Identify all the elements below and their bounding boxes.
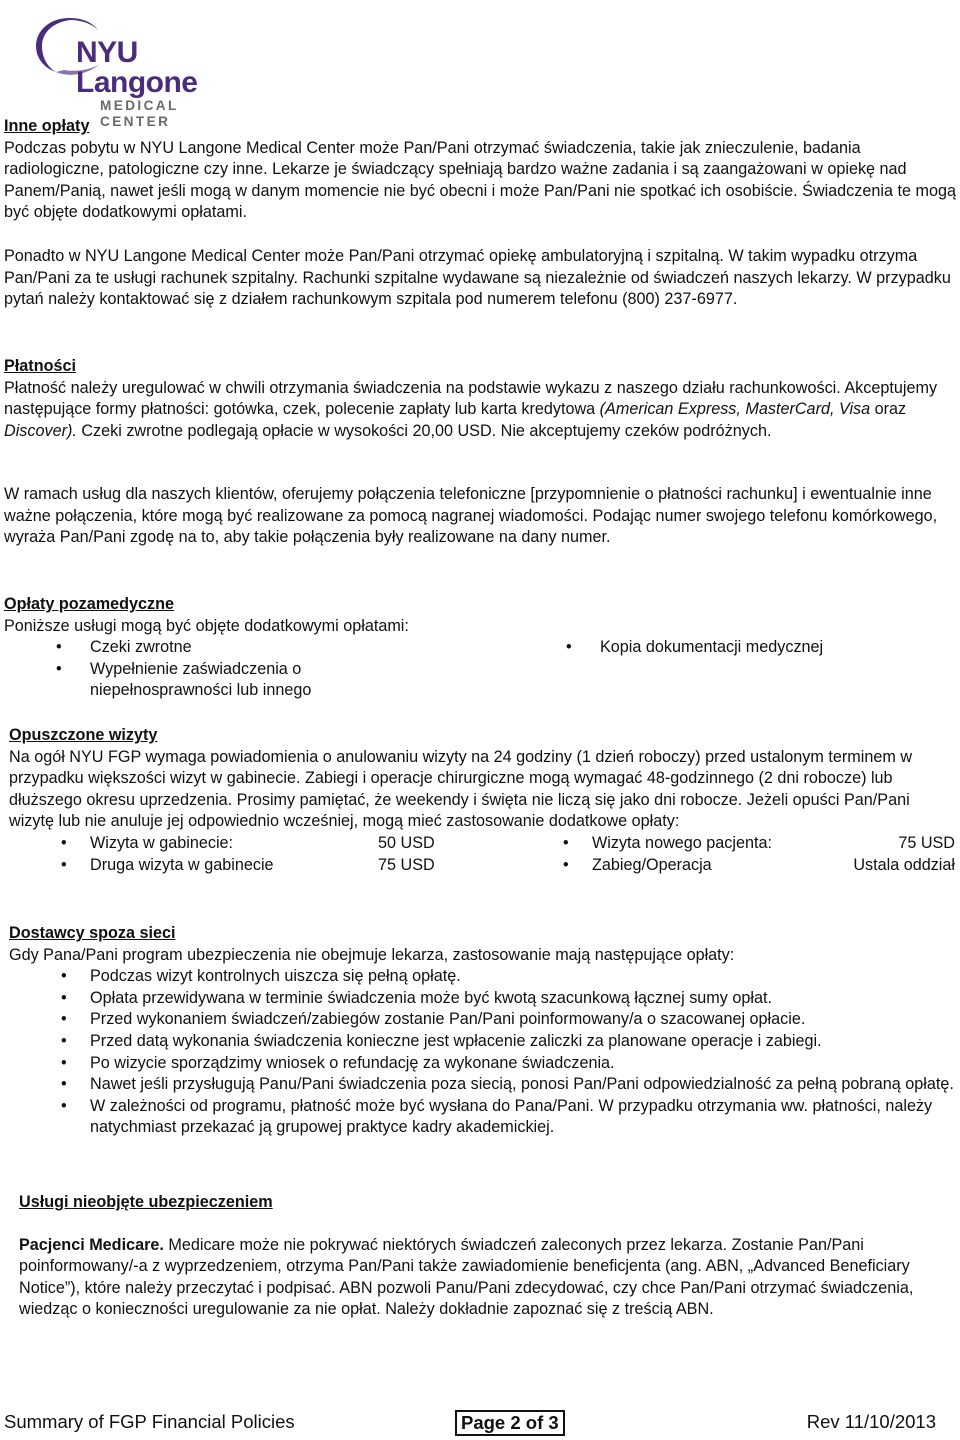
text-run: Płatność należy uregulować w chwili otrzymania świadczenia na podstawie wykazu z naszego działu rachunkowości. Akceptujemy następujące formy płatności: gotówka, czek, polecenie zapłaty lub karta kredytowa bbox=[4, 378, 938, 419]
fee-lists bbox=[4, 637, 956, 702]
fee-value: 50 USD bbox=[378, 833, 435, 852]
list-item: • Podczas wizyt kontrolnych uiszcza się pełną opłatę. bbox=[9, 966, 955, 988]
nyu-langone-logo bbox=[30, 12, 250, 129]
paragraph: Gdy Pana/Pani program ubezpieczenia nie obejmuje lekarza, zastosowanie mają następujące opłaty: bbox=[9, 945, 735, 964]
missed-visit-fees bbox=[9, 833, 955, 876]
fee-label: Druga wizyta w gabinecie bbox=[90, 855, 274, 874]
section-title: Inne opłaty bbox=[4, 117, 90, 135]
fee-cell bbox=[482, 833, 955, 855]
paragraph: Poniższe usługi mogą być objęte dodatkowymi opłatami: bbox=[4, 616, 409, 635]
paragraph: Na ogół NYU FGP wymaga powiadomienia o anulowaniu wizyty na 24 godziny (1 dzień roboczy) przed ustalonym terminem w przypadku większości wizyt w gabinecie. Zabiegi i operacje chirurgiczne mogą wymagać 48-godzinnego (2 dni robocze) lub dłuższego okresu uprzedzenia. Prosimy pamiętać, że weekendy i święta nie liczą się jako dni robocze. Jeżeli opuści Pan/Pani wizytę lub nie anuluje jej odpowiednio wcześniej, mogą mieć zastosowanie dodatkowe opłaty: bbox=[9, 747, 913, 831]
list-item: • W zależności od programu, płatność może być wysłana do Pana/Pani. W przypadku otrzymania ww. płatności, należy natychmiast przekazać ją grupowej praktyce kadry akademickiej. bbox=[9, 1096, 955, 1139]
paragraph: Ponadto w NYU Langone Medical Center może Pan/Pani otrzymać opiekę ambulatoryjną i szpitalną. W takim wypadku otrzyma Pan/Pani za te usługi rachunek szpitalny. Rachunki szpitalne wydawane są niezależnie od świadczeń naszych lekarzy. W przypadku pytań należy kontaktować się z działem rachunkowym szpitala pod numerem telefonu (800) 237-6977. bbox=[4, 247, 951, 309]
section-platnosci bbox=[4, 356, 956, 442]
list-item: • Po wizycie sporządzimy wniosek o refundację za wykonane świadczenia. bbox=[9, 1053, 955, 1075]
text-run: Medicare może nie pokrywać niektórych świadczeń zaleconych przez lekarza. Zostanie Pan/Pani poinformowany/-a z wyprzedzeniem, otrzyma Pan/Pani także zawiadomienie beneficjenta (ang. ABN, „Advanced Beneficiary Notice”), które należy przeczytać i podpisać. ABN pozwoli Panu/Pani zdecydować, czy chce Pan/Pani otrzymać świadczenia, wiedząc o konieczności uregulowanie za nie opłat. Należy dokładnie zapoznać się z treścią ABN. bbox=[19, 1235, 914, 1319]
list-item: • Nawet jeśli przysługują Panu/Pani świadczenia poza siecią, ponosi Pan/Pani odpowiedzialność za pełną pobraną opłatę. bbox=[9, 1074, 955, 1096]
fee-label: Wizyta w gabinecie: bbox=[90, 833, 234, 852]
logo-subtitle: MEDICAL CENTER bbox=[100, 98, 179, 129]
section-title: Opuszczone wizyty bbox=[9, 726, 158, 744]
list-item bbox=[9, 855, 449, 877]
list-item bbox=[9, 833, 449, 855]
fee-cell bbox=[482, 855, 955, 877]
page-footer bbox=[4, 1410, 954, 1436]
section-title: Dostawcy spoza sieci bbox=[9, 924, 176, 942]
bold-lead: Pacjenci Medicare. bbox=[19, 1235, 164, 1254]
section-dostawcy-spoza-sieci bbox=[9, 923, 955, 1139]
card-brands: (American Express, MasterCard, Visa bbox=[599, 400, 871, 419]
paragraph bbox=[4, 378, 956, 443]
section-title: Płatności bbox=[4, 357, 76, 375]
logo-name: NYU Langone bbox=[76, 36, 198, 99]
fee-list-right bbox=[480, 637, 956, 702]
section-opuszczone-wizyty bbox=[9, 725, 955, 876]
list-item: • Kopia dokumentacji medycznej bbox=[514, 637, 956, 659]
section-uslugi-nieobjete bbox=[19, 1192, 955, 1321]
paragraph: W ramach usług dla naszych klientów, oferujemy połączenia telefoniczne [przypomnienie o płatności rachunku] i ewentualnie inne ważne połączenia, które mogą być realizowane za pomocą nagranej wiadomości. Podając numer swojego telefonu komórkowego, wyraża Pan/Pani zgodę na to, aby takie połączenia były realizowane na dany numer. bbox=[4, 485, 938, 547]
list-item bbox=[511, 833, 955, 855]
section-title: Opłaty pozamedyczne bbox=[4, 595, 175, 613]
fee-value: 75 USD bbox=[378, 855, 435, 874]
page-number: Page 2 of 3 bbox=[455, 1410, 565, 1436]
paragraph: Podczas pobytu w NYU Langone Medical Center może Pan/Pani otrzymać świadczenia, takie jak znieczulenie, badania radiologiczne, patologiczne czy inne. Lekarze je świadczący spełniają bardzo ważne zadania i są zaangażowani w opiekę nad Panem/Panią, nawet jeśli mogą w danym momencie nie być obecni i może Pan/Pani nie spotkać ich osobiście. Świadczenia te mogą być objęte dodatkowymi opłatami. bbox=[4, 138, 956, 222]
paragraph bbox=[19, 1235, 955, 1321]
section-title: Usługi nieobjęte ubezpieczeniem bbox=[19, 1193, 273, 1211]
paragraph-phone-calls bbox=[4, 484, 956, 549]
list-item: • Czeki zwrotne bbox=[4, 637, 444, 659]
list-item bbox=[511, 855, 955, 877]
fee-row bbox=[9, 833, 955, 855]
fee-list-left bbox=[4, 637, 480, 702]
section-oplaty-pozamedyczne bbox=[4, 594, 956, 702]
list-item: • Przed datą wykonania świadczenia konieczne jest wpłacenie zaliczki za planowane operacje i zabiegi. bbox=[9, 1031, 955, 1053]
list-item: • Wypełnienie zaświadczenia o niepełnosprawności lub innego bbox=[4, 659, 444, 702]
fee-label: • Zabieg/Operacja bbox=[592, 855, 712, 874]
paragraph-hospital-billing bbox=[4, 246, 956, 311]
fee-row bbox=[9, 855, 955, 877]
fee-cell bbox=[9, 855, 482, 877]
out-of-network-list bbox=[9, 966, 955, 1139]
footer-revision: Rev 11/10/2013 bbox=[806, 1411, 936, 1432]
card-brand-discover: Discover). bbox=[4, 421, 77, 440]
text-run: oraz bbox=[870, 400, 907, 419]
list-item: • Przed wykonaniem świadczeń/zabiegów zostanie Pan/Pani poinformowany/a o szacowanej opłacie. bbox=[9, 1009, 955, 1031]
fee-cell bbox=[9, 833, 482, 855]
footer-title: Summary of FGP Financial Policies bbox=[4, 1411, 295, 1432]
fee-label: • Wizyta nowego pacjenta: bbox=[592, 833, 772, 852]
text-run: Czeki zwrotne podlegają opłacie w wysokości 20,00 USD. Nie akceptujemy czeków podróżnych. bbox=[76, 421, 772, 440]
fee-value: Ustala oddział bbox=[853, 855, 955, 874]
fee-value: 75 USD bbox=[898, 833, 955, 852]
section-inne-oplaty bbox=[4, 116, 956, 224]
list-item: • Opłata przewidywana w terminie świadczenia może być kwotą szacunkową łącznej sumy opłat. bbox=[9, 988, 955, 1010]
